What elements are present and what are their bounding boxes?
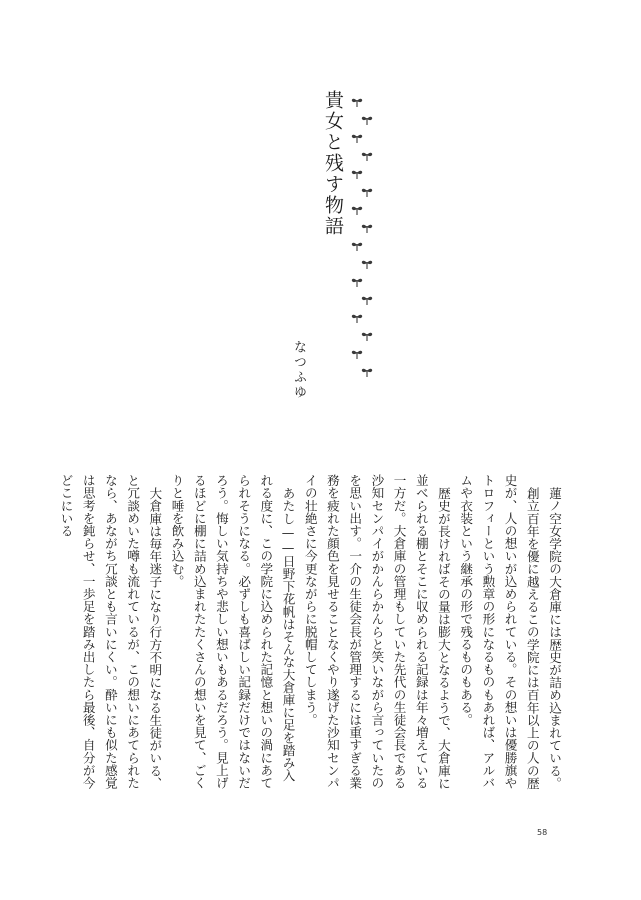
story-body bbox=[58, 474, 565, 792]
paragraph: 蓮ノ空女学院の大倉庫には歴史が詰め込まれている。 bbox=[547, 486, 562, 789]
paragraph: 大倉庫は毎年迷子になり行方不明になる生徒がいる、と冗談めいた噂も流れているが、この想いにあてられたなら、あながち冗談とも言いにくい。酔いにも似た感覚は思考を鈍らせ、一歩足を踏み出したら最後、自分が今どこにいる bbox=[58, 474, 163, 789]
author-name: なつふゆ bbox=[291, 340, 306, 400]
page-number: 58 bbox=[537, 828, 548, 837]
paragraph: あたし——日野下花帆はそんな大倉庫に足を踏み入れる度に、この学院に込められた記憶と想いの渦にあてられそうになる。必ずしも喜ばしい記録だけではないだろう。悔しい気持ちや悲しい想いもあるだろう。見上げるほどに棚に詰め込まれたたくさんの想いを見て、ごくりと唾を飲み込む。 bbox=[169, 474, 296, 789]
story-title: 貴女と残す物語 bbox=[322, 90, 344, 237]
paragraph: 歴史が長ければその量は膨大となるようで、大倉庫に並べられる棚とそこに収められる記録は年々増えている一方だ。大倉庫の管理もしていた先代の生徒会長である沙知センパイがかんらかんらと笑いながら言っていたのを思い出す。一介の生徒会長が管理するには重すぎる業務を疲れた顔色を見せることなくやり遂げた沙知センパイの壮絶さに今更ながらに脱帽してしまう。 bbox=[302, 474, 451, 789]
paragraph: 創立百年を優に越えるこの学院には百年以上の人の歴史が、人の想いが込められている。その想いは優勝旗やトロフィーという勲章の形になるものもあれば、アルバムや衣装という継承の形で残るものもある。 bbox=[458, 474, 540, 789]
sprout-decoration bbox=[348, 96, 376, 396]
